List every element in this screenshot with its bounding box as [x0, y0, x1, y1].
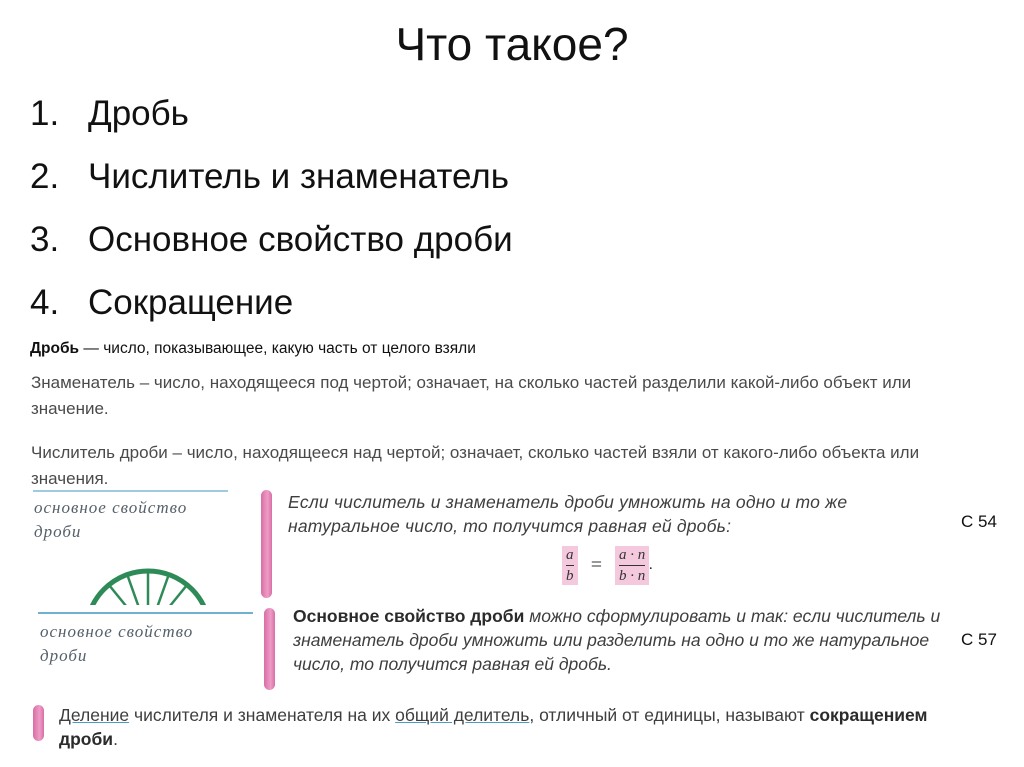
slide-title: Что такое?: [395, 18, 629, 70]
accent-bar: [33, 705, 44, 741]
denominator-definition: Знаменатель – число, находящееся под чертой; означает, на сколько частей разделили какой-либо объект или значение.: [31, 373, 912, 418]
reduction-term: сокращением дроби: [59, 705, 928, 749]
formula: [562, 546, 653, 585]
formula-right-denominator: b · n: [619, 568, 646, 584]
accent-bar: [264, 608, 275, 690]
fraction-term: Дробь: [30, 340, 80, 357]
list-item-number: 4.: [30, 283, 60, 322]
list-item: [30, 82, 513, 145]
fraction-definition-text: — число, показывающее, какую часть от целого взяли: [79, 340, 476, 357]
accent-bar: [261, 490, 272, 598]
divider-line: [33, 490, 228, 492]
fraction-circle-illustration: [83, 565, 213, 605]
formula-right-box: [615, 546, 649, 585]
page-reference-54: С 54: [961, 512, 997, 531]
property-text-rest: можно сформулировать и так: если числитель и знаменатель дроби умножить или разделить на одно и то же натуральное число, то получится равная ей дробь.: [293, 606, 941, 674]
rule-text: Если числитель и знаменатель дроби умножить на одно и то же натуральное число, то получится равная ей дробь:: [288, 492, 848, 536]
numerator-definition: Числитель дроби – число, находящееся над чертой; означает, сколько частей взяли от какого-либо объекта или значения.: [31, 443, 920, 488]
formula-left-numerator: a: [566, 547, 574, 563]
reduction-part-division: Деление: [59, 705, 130, 725]
list-item: [30, 145, 513, 208]
list-item-number: 2.: [30, 157, 60, 196]
property-heading-label: основное свойство дроби: [34, 498, 188, 541]
list-item-text: Основное свойство дроби: [88, 220, 513, 259]
fraction-definition: [30, 340, 476, 358]
topics-list: [30, 82, 513, 334]
list-item-text: Сокращение: [88, 283, 294, 322]
list-item-number: 3.: [30, 220, 60, 259]
fraction-bar: [566, 565, 574, 566]
formula-left-denominator: b: [566, 568, 574, 584]
reduction-part-common-divisor: общий делитель: [395, 705, 530, 725]
formula-right-numerator: a · n: [619, 547, 646, 563]
property-text: [293, 604, 943, 676]
list-item: [30, 208, 513, 271]
property-term: Основное свойство дроби: [293, 606, 525, 626]
reduction-definition: [59, 703, 959, 751]
reduction-part: числителя и знаменателя на их: [129, 705, 396, 725]
list-item-number: 1.: [30, 94, 60, 133]
property-heading-label: основное свойство дроби: [40, 622, 194, 665]
reduction-part: .: [113, 729, 118, 749]
list-item-text: Дробь: [88, 94, 189, 133]
formula-end: .: [649, 557, 653, 573]
formula-left-fraction: [566, 546, 574, 585]
formula-left-box: [562, 546, 578, 585]
list-item: [30, 271, 513, 334]
page-reference-57: С 57: [961, 630, 997, 649]
list-item-text: Числитель и знаменатель: [88, 157, 509, 196]
fraction-bar: [619, 565, 645, 566]
divider-line: [38, 612, 253, 614]
formula-right-fraction: [619, 546, 645, 585]
formula-equals: =: [589, 554, 603, 576]
reduction-part: , отличный от единицы, называют: [529, 705, 810, 725]
